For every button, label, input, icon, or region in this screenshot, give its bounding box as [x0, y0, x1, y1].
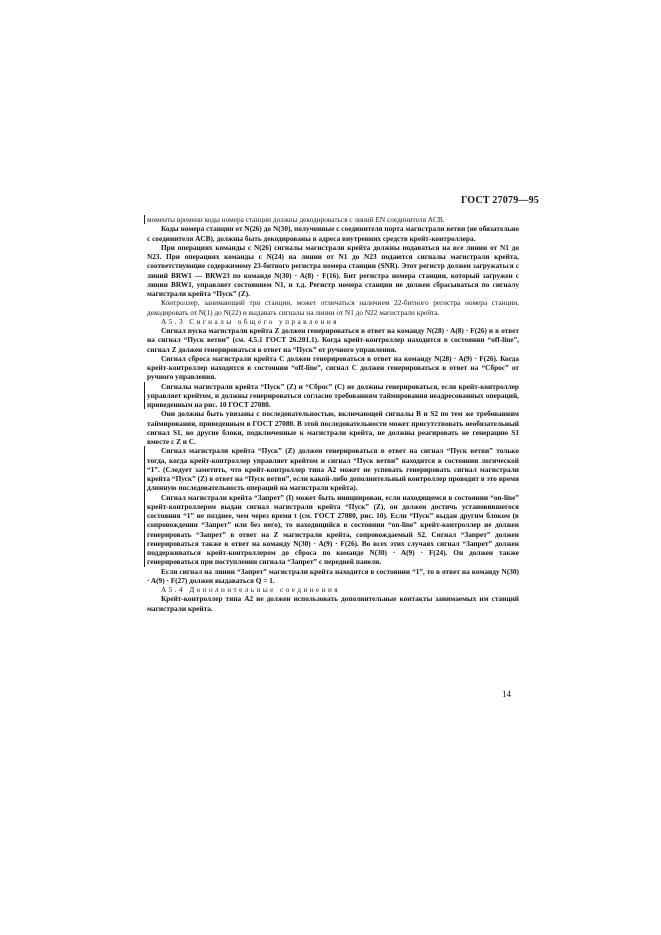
paragraph-start-reset-timing: Сигналы магистрали крейта “Пуск” (Z) и “Сброс” (C) не должны генерироваться, если крейт-контроллер управляет крейтом, и должны генерироваться согласно требованиям таймирования неадресованных операций, приведенным на рис. 10 ГОСТ 27080. — [144, 382, 519, 410]
paragraph-start-signal: Сигнал пуска магистрали крейта Z должен генерироваться в ответ на команду N(28) · A(8) · F(26) и в ответ на сигнал “Пуск ветви” (см. 4.5.1 ГОСТ 26.201.1). Когда крейт-контроллер находится в состоянии “off-line”, сигнал Z должен генерироваться в ответ на “Пуск” от ручного управления. — [147, 326, 519, 354]
section-heading-a5-4: А5.4 Дополнительные соединения — [161, 585, 341, 594]
paragraph-additional-contacts: Крейт-контроллер типа А2 не должен использовать дополнительные контакты занимаемых им станций магистрали крейта. — [147, 594, 519, 613]
paragraph-start-branch: Сигнал магистрали крейта “Пуск” (Z) должен генерироваться в ответ на сигнал “Пуск ветви” только тогда, когда крейт-контроллер управляет крейтом и сигнал “Пуск ветви” находится в состоянии логической “1”. (Следует заметить, что крейт-контроллер типа А2 может не успевать генерировать сигнал магистрали крейта “Пуск” (Z) в ответ на “Пуск ветви”, если какой-либо дополнительный контроллер проводит в это время длинную последовательность операций на магистрали крейта). — [144, 446, 519, 492]
paragraph-station-code-continuation: моменты времени коды номера станции должны декодироваться с линий EN соединителя ACB. — [144, 215, 519, 224]
paragraph-reset-signal: Сигнал сброса магистрали крейта C должен генерироваться в ответ на команду N(28) · A(9) · F(26). Когда крейт-контроллер находится в состоянии “off-line”, сигнал C должен генерироваться в ответ на “Сброс” от ручного управления. — [147, 353, 519, 382]
paragraph-three-station-controller: Контроллер, занимающий три станции, может отличаться наличием 22-битного регистра номера станции, декодировать от N(1) до N(22) и выдавать сигналы на линии от N1 до N22 магистрали крейта. — [147, 298, 519, 317]
paragraph-station-codes-26-30: Коды номера станции от N(26) до N(30), полученные с соединителя порта магистрали ветви (не обязательно с соединителя ACB), должны быть декодированы в адреса внутренних средств крейт-контроллера. — [147, 224, 519, 243]
standard-header: ГОСТ 27079—95 — [460, 195, 539, 206]
paragraph-inhibit-response: Если сигнал на линии “Запрет” магистрали крейта находится в состоянии “1”, то в ответ на команду N(30) · A(9) · F(27) должен выдаваться Q = 1. — [147, 566, 519, 585]
paragraph-inhibit-signal: Сигнал магистрали крейта “Запрет” (I) может быть инициирован, если находящемся в состоянии “on-line” крейт-контроллером выдан сигнал магистрали крейта “Пуск” (Z), он должен достичь установившегося состояния “1” не позднее, чем через время t (см. ГОСТ 27080, рис. 10). Если “Пуск” выдан другим блоком (в сопровождении “Запрет” или без него), то находящийся в состоянии “on-line” крейт-контроллер не должен генерировать “Запрет” в ответ на Z магистрали крейта, сопровождаемый S2. Сигнал “Запрет” должен генерироваться также в ответ на команду N(30) · A(9) · F(26). Во всех этих случаях сигнал “Запрет” должен поддерживаться крейт-контроллером до сброса по команде N(30) · A(9) · F(24). Он должен также генерироваться при поступлении сигнала “Запрет” с передней панели. — [144, 493, 519, 567]
paragraph-sequence-s1-s2: Они должны быть увязаны с последовательностью, включающей сигналы B и S2 по тем же требованиям таймирования, приведенным в ГОСТ 27080. В этой последовательности может присутствовать необязательный сигнал S1, но другие блоки, подключенные к магистрали крейта, не должны реагировать не генерацию S1 вместе с Z и C. — [147, 409, 519, 446]
paragraph-command-operations: При операциях команды с N(26) сигналы магистрали крейта должны подаваться на все линии от N1 до N23. При операциях команды с N(24) на линии от N1 до N23 подаются сигналы магистрали крейта, соответствующие содержимому 23-битного регистра номера станции (SNR). Этот регистр должен загружаться с линий BRW1 — BRW23 по команде N(30) · A(8) · F(16). Бит регистра номера станции, который загружен с линии BRW1, управляет состоянием N1, и т.д. Регистр номера станции не должен сбрасываться по сигналу магистрали крейта “Пуск” (Z). — [147, 242, 519, 298]
page-number: 14 — [502, 689, 511, 699]
document-body — [147, 215, 519, 613]
section-heading-a5-3: А5.3 Сигналы общего управления — [161, 316, 339, 326]
